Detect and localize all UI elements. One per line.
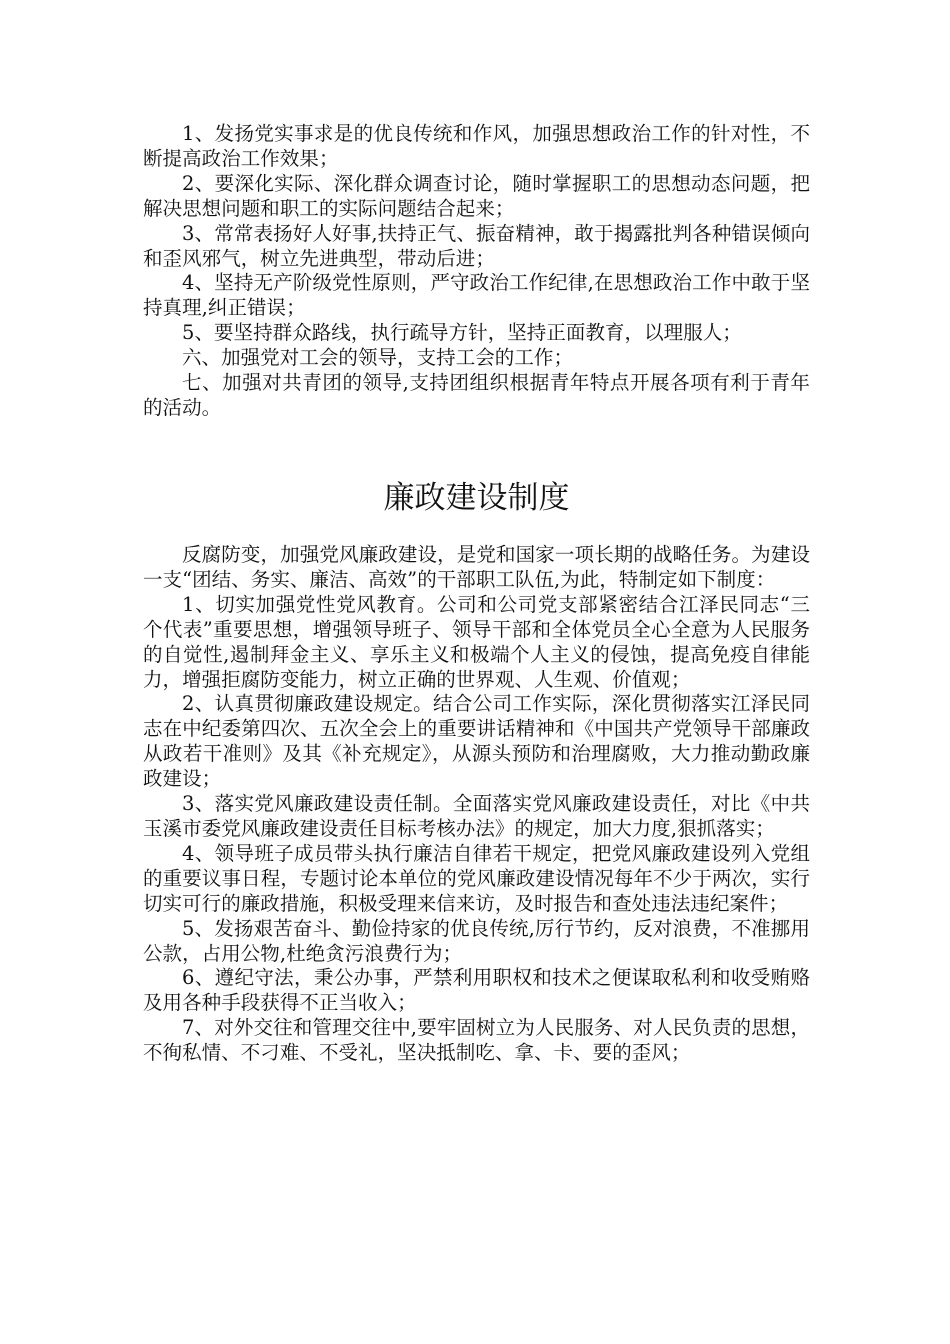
integrity-rules [143, 543, 810, 1066]
measure-paragraph: 六、加强党对工会的领导，支持工会的工作； [182, 346, 574, 370]
measure-paragraph: 3、常常表扬好人好事,扶持正气、振奋精神，敢于揭露批判各种错误倾向和歪风邪气，树立先进典型，带动后进； [143, 221, 810, 270]
rule-paragraph: 2、认真贯彻廉政建设规定。结合公司工作实际，深化贯彻落实江泽民同志在中纪委第四次、五次全会上的重要讲话精神和《中国共产党领导干部廉政从政若干准则》及其《补充规定》，从源头预防和治理腐败，大力推动勤政廉政建设； [143, 692, 810, 791]
measure-paragraph: 2、要深化实际、深化群众调查讨论，随时掌握职工的思想动态问题，把解决思想问题和职工的实际问题结合起来； [143, 171, 810, 220]
measure-paragraph: 5、要坚持群众路线，执行疏导方针，坚持正面教育，以理服人； [182, 321, 742, 345]
section-title: 廉政建设制度 [383, 480, 570, 516]
party-work-measures [143, 122, 810, 421]
rule-paragraph: 4、领导班子成员带头执行廉洁自律若干规定，把党风廉政建设列入党组的重要议事日程，专题讨论本单位的党风廉政建设情况每年不少于两次，实行切实可行的廉政措施，积极受理来信来访，及时报告和查处违法违纪案件； [143, 841, 810, 915]
rule-paragraph: 7、对外交往和管理交往中,要牢固树立为人民服务、对人民负责的思想，不徇私情、不刁难、不受礼，坚决抵制吃、拿、卡、要的歪风； [143, 1016, 810, 1065]
measure-paragraph: 1、发扬党实事求是的优良传统和作风，加强思想政治工作的针对性，不断提高政治工作效果； [143, 122, 810, 170]
measure-paragraph: 4、坚持无产阶级党性原则，严守政治工作纪律,在思想政治工作中敢于坚持真理,纠正错误； [143, 271, 810, 320]
rule-paragraph: 3、落实党风廉政建设责任制。全面落实党风廉政建设责任，对比《中共玉溪市委党风廉政建设责任目标考核办法》的规定，加大力度,狠抓落实； [143, 792, 810, 840]
measure-paragraph: 七、加强对共青团的领导,支持团组织根据青年特点开展各项有利于青年的活动。 [143, 371, 810, 419]
rule-paragraph: 6、遵纪守法，秉公办事，严禁利用职权和技术之便谋取私利和收受贿赂及用各种手段获得不正当收入； [143, 966, 810, 1015]
intro-paragraph: 反腐防变，加强党风廉政建设，是党和国家一项长期的战略任务。为建设一支“团结、务实、廉洁、高效”的干部职工队伍,为此，特制定如下制度： [143, 543, 810, 591]
rule-paragraph: 5、发扬艰苦奋斗、勤俭持家的优良传统,厉行节约，反对浪费，不准挪用公款，占用公物,杜绝贪污浪费行为； [143, 916, 810, 965]
rule-paragraph: 1、切实加强党性党风教育。公司和公司党支部紧密结合江泽民同志“三个代表”重要思想，增强领导班子、领导干部和全体党员全心全意为人民服务的自觉性,遏制拜金主义、享乐主义和极端个人主义的侵蚀，提高免疫自律能力，增强拒腐防变能力，树立正确的世界观、人生观、价值观； [143, 592, 810, 691]
